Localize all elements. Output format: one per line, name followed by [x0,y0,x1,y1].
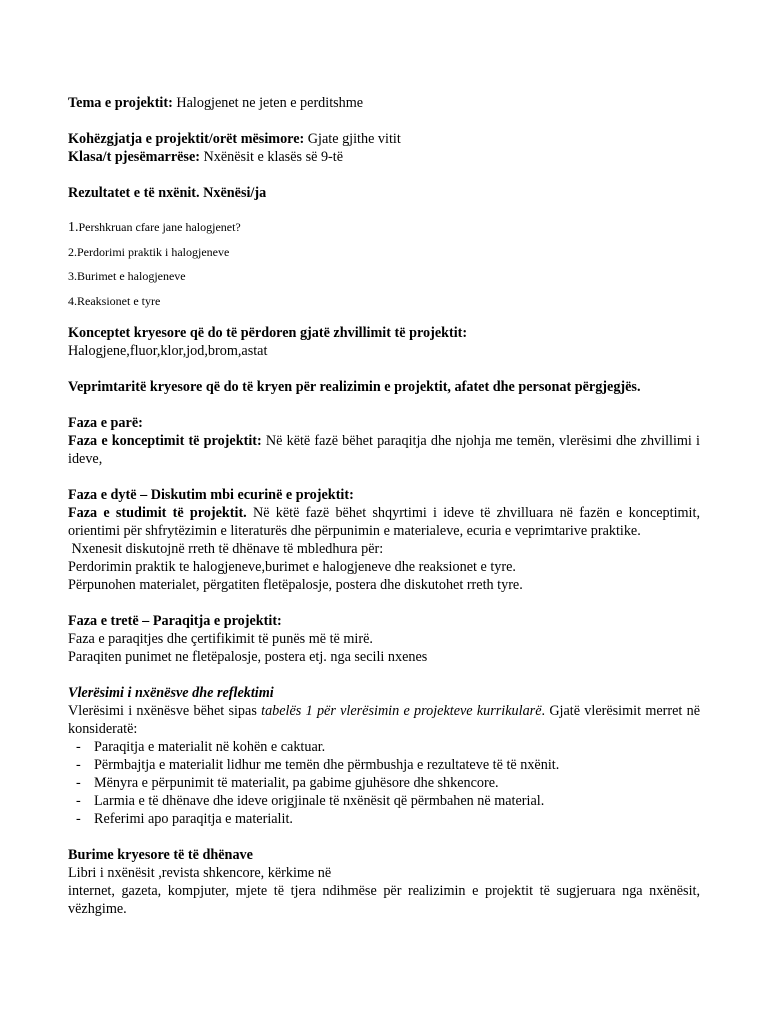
list-item-text: Pershkruan cfare jane halogjenet? [78,220,241,234]
klasa-label: Klasa/t pjesëmarrëse: [68,149,200,165]
vleresimi-intro [68,702,700,738]
list-item-number: 2. [68,244,77,259]
list-item-text: Perdorimi praktik i halogjeneve [77,244,230,259]
konceptet-heading [68,324,700,342]
burime-heading [68,846,700,864]
faza3-heading [68,612,700,630]
list-item-number: 3. [68,269,77,283]
faza3-heading-text: Faza e tretë – Paraqitja e projektit: [68,613,282,629]
list-item [68,218,700,243]
faza2-line2: Nxenesit diskutojnë rreth të dhënave të mbledhura për: [68,541,384,557]
list-item [68,243,700,268]
tema-value: Halogjenet ne jeten e perditshme [172,95,364,111]
list-item: - Përmbajtja e materialit lidhur me temën dhe përmbushja e rezultateve të të nxënit. [68,756,700,774]
faza2-heading [68,486,700,504]
vleresimi-intro-a: Vlerësimi i nxënësve bëhet sipas [68,703,262,719]
faza3-line2: Paraqiten punimet ne fletëpalosje, postera etj. nga secili nxenes [68,649,428,665]
faza1-sub-label: Faza e konceptimit të projektit: [68,433,262,449]
list-item-text: Reaksionet e tyre [77,293,161,308]
list-item-number: 4. [68,293,77,308]
veprimtarite-heading-text: Veprimtaritë kryesore që do të kryen për realizimin e projektit, afatet dhe personat përgjegjës. [68,379,641,395]
tema-line [68,94,700,112]
kohezgjatja-line [68,130,700,148]
faza1-paragraph [68,432,700,468]
burime-heading-text: Burime kryesore të të dhënave [68,847,253,863]
veprimtarite-heading [68,378,700,396]
list-item: - Larmia e të dhënave dhe ideve origjinale të nxënësit që përmbahen në material. [68,792,700,810]
faza2-line4: Përpunohen materialet, përgatiten fletëpalosje, postera dhe diskutohet rreth tyre. [68,577,523,593]
faza1-heading [68,414,700,432]
faza3-line1: Faza e paraqitjes dhe çertifikimit të punës më të mirë. [68,631,373,647]
konceptet-heading-text: Konceptet kryesore që do të përdoren gjatë zhvillimit të projektit: [68,325,468,341]
list-item-text: Burimet e halogjeneve [77,269,186,283]
kohezgjatja-value: Gjate gjithe vitit [304,131,401,147]
faza2-line3: Perdorimin praktik te halogjeneve,burimet e halogjeneve dhe reaksionet e tyre. [68,559,516,575]
kohezgjatja-label: Kohëzgjatja e projektit/orët mësimore: [68,131,305,147]
list-item: - Mënyra e përpunimit të materialit, pa gabime gjuhësore dhe shkencore. [68,774,700,792]
list-item-number: 1. [68,220,79,235]
klasa-value: Nxënësit e klasës së 9-të [199,149,343,165]
faza2-sub-text: Në këtë fazë bëhet shqyrtimi i ideve të zhvilluara në fazën e konceptimit, orientimi për shfrytëzimin e literaturës dhe përpunimin e materialeve, ecuria e veprimtarive praktike. [68,505,700,539]
konceptet-text: Halogjene,fluor,klor,jod,brom,astat [68,343,268,359]
klasa-line [68,148,700,166]
vleresimi-list [68,738,700,828]
rezultatet-heading-text: Rezultatet e të nxënit. Nxënësi/ja [68,185,267,201]
faza2-sub-label: Faza e studimit të projektit. [68,505,247,521]
tema-label: Tema e projektit: [68,95,173,111]
list-item: - Paraqitja e materialit në kohën e caktuar. [68,738,700,756]
rezultatet-list [68,218,700,316]
list-item [68,267,700,292]
burime-line1: Libri i nxënësit ,revista shkencore, kërkime në [68,865,332,881]
vleresimi-intro-italic: tabelës 1 për vlerësimin e projekteve kurrikularë [261,703,542,719]
faza1-sub-text: Në këtë fazë bëhet paraqitja dhe njohja me temën, vlerësimi dhe zhvillimi i ideve, [68,433,700,467]
rezultatet-heading [68,184,700,202]
burime-line2: internet, gazeta, kompjuter, mjete të tjera ndihmëse për realizimin e projektit të sugjeruara nga nxënësit, vëzhgime. [68,883,700,917]
faza1-heading-text: Faza e parë: [68,415,143,431]
vleresimi-intro-b: . Gjatë vlerësimit merret në konsideratë: [68,703,700,737]
vleresimi-heading [68,684,700,702]
list-item: - Referimi apo paraqitja e materialit. [68,810,700,828]
faza2-paragraph [68,504,700,540]
faza2-heading-text: Faza e dytë – Diskutim mbi ecurinë e projektit: [68,487,354,503]
document-page [68,94,700,918]
list-item [68,292,700,317]
vleresimi-heading-text: Vlerësimi i nxënësve dhe reflektimi [68,685,274,701]
